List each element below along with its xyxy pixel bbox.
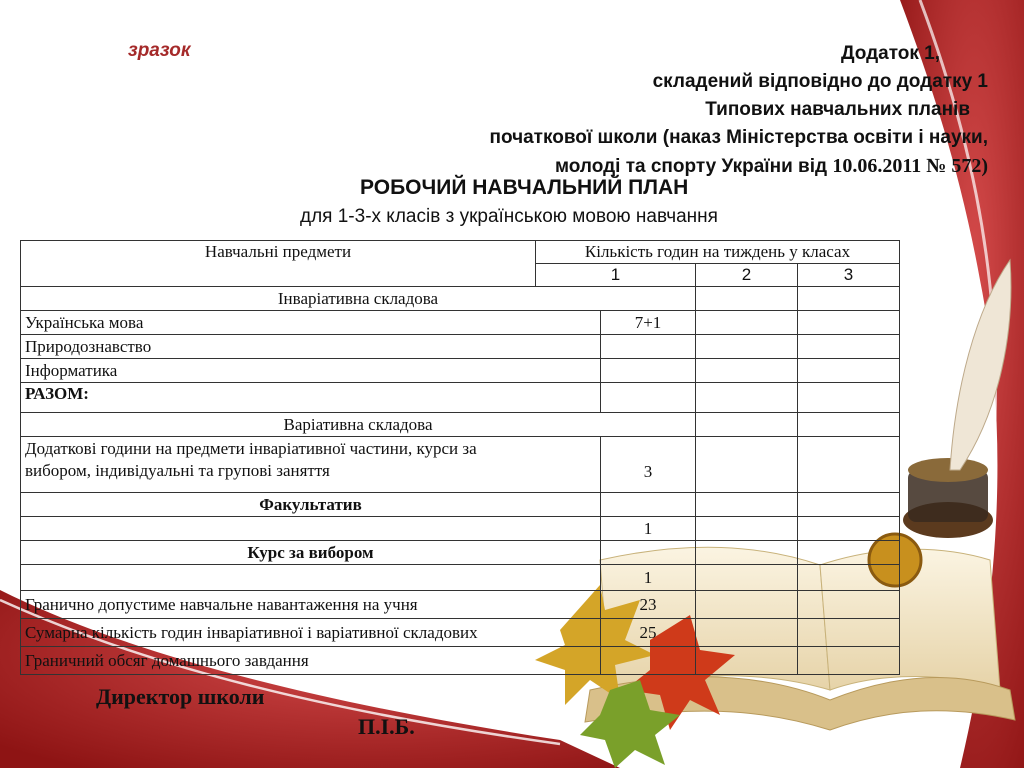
table-header-row — [21, 241, 900, 264]
page-title: РОБОЧИЙ НАВЧАЛЬНИЙ ПЛАН — [360, 176, 689, 199]
elective-label: Курс за вибором — [21, 541, 601, 565]
grade-1-header: 1 — [536, 264, 696, 287]
additional-hours-label: Додаткові години на предмети інваріативної частини, курси за вибором, індивідуальні та групові заняття — [21, 437, 601, 493]
table-row — [21, 383, 900, 413]
invariant-section-label: Інваріативна складова — [21, 287, 696, 311]
annex-line: складений відповідно до додатку 1 — [652, 71, 988, 92]
grade-3-header: 3 — [798, 264, 900, 287]
page-subtitle: для 1-3-х класів з українською мовою навчання — [300, 206, 718, 227]
curriculum-table — [20, 240, 900, 675]
table-row — [21, 413, 900, 437]
elective-hours-grade1: 1 — [601, 565, 696, 591]
total-label: РАЗОМ: — [21, 383, 601, 413]
max-load-label: Гранично допустиме навчальне навантаження на учня — [21, 591, 601, 619]
table-row — [21, 359, 900, 383]
table-row — [21, 437, 900, 493]
sum-hours-grade1: 25 — [601, 619, 696, 647]
subject-nature: Природознавство — [21, 335, 601, 359]
optional-hours-grade1: 1 — [601, 517, 696, 541]
table-row — [21, 591, 900, 619]
table-row — [21, 541, 900, 565]
annex-line: Додаток 1, — [840, 43, 940, 64]
header-subjects: Навчальні предмети — [21, 241, 536, 287]
table-row — [21, 493, 900, 517]
subject-informatics: Інформатика — [21, 359, 601, 383]
ink-pot-illustration — [903, 458, 993, 538]
table-row — [21, 619, 900, 647]
optional-label: Факультатив — [21, 493, 601, 517]
table-row — [21, 517, 900, 541]
subject-ukrainian: Українська мова — [21, 311, 601, 335]
annex-line-text: молоді та спорту України від — [554, 156, 828, 177]
director-name-placeholder: П.І.Б. — [358, 714, 415, 739]
annex-heading — [348, 40, 988, 181]
table-row — [21, 335, 900, 359]
grade-2-header: 2 — [696, 264, 798, 287]
table-row — [21, 311, 900, 335]
variative-section-label: Варіативна складова — [21, 413, 696, 437]
max-load-grade1: 23 — [601, 591, 696, 619]
hours-ukrainian-grade1: 7+1 — [601, 311, 696, 335]
annex-line: початкової школи (наказ Міністерства освіти і науки, — [489, 127, 988, 148]
table-row — [21, 287, 900, 311]
additional-hours-grade1: 3 — [601, 437, 696, 493]
table-row — [21, 647, 900, 675]
order-number: 10.06.2011 № 572) — [832, 155, 988, 177]
table-row — [21, 565, 900, 591]
annex-line: Типових навчальних планів — [705, 99, 970, 120]
homework-label: Граничний обсяг домашнього завдання — [21, 647, 601, 675]
sample-label: зразок — [128, 40, 191, 61]
sum-hours-label: Сумарна кількість годин інваріативної і варіативної складових — [21, 619, 601, 647]
director-signature-label: Директор школи — [96, 684, 265, 709]
header-hours: Кількість годин на тиждень у класах — [536, 241, 900, 264]
